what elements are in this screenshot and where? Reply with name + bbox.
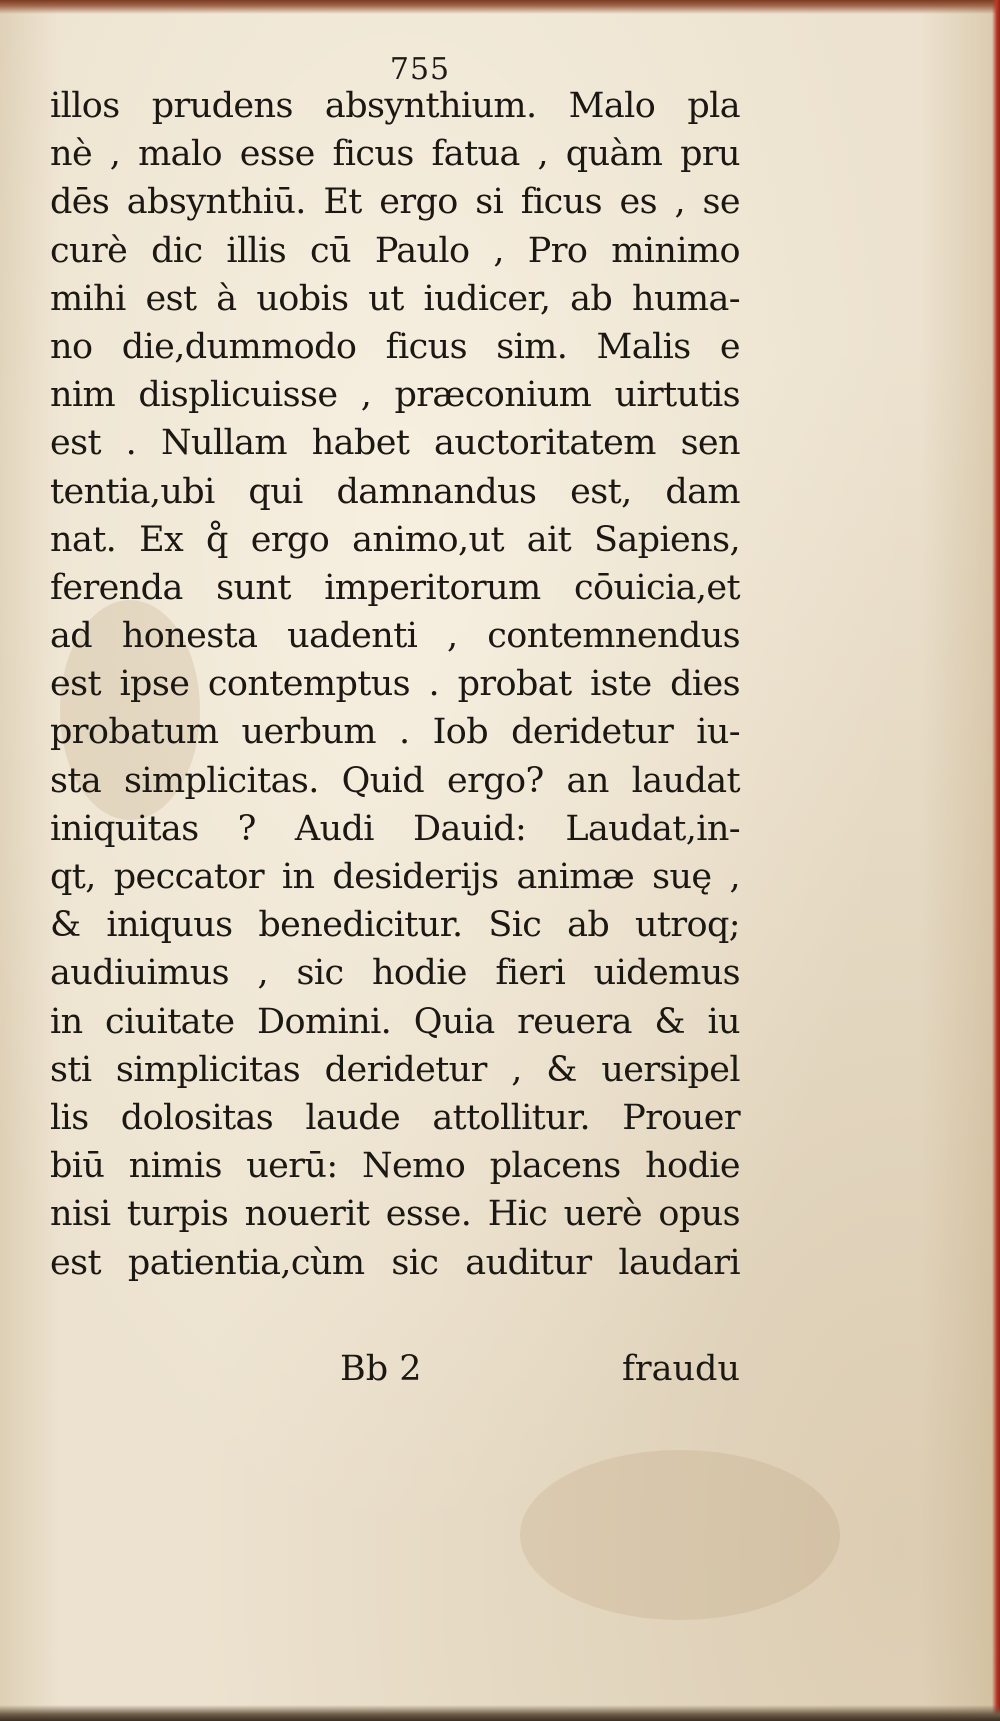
text-line: in ciuitate Domini. Quia reuera & iu — [50, 1001, 740, 1042]
page-number: 755 — [389, 52, 451, 87]
text-line: biū nimis uerū: Nemo placens hodie — [50, 1146, 740, 1187]
text-line: ad honesta uadenti , contemnendus — [50, 616, 740, 657]
text-line: illos prudens absynthium. Malo pla — [50, 86, 740, 126]
page-right-edge — [992, 0, 1000, 1721]
text-line: mihi est à uobis ut iudicer, ab huma- — [50, 278, 740, 319]
text-line: & iniquus benedicitur. Sic ab utroq; — [50, 905, 740, 946]
text-line: curè dic illis cū Paulo , Pro minimo — [50, 230, 740, 271]
text-line: est . Nullam habet auctoritatem sen — [50, 423, 740, 464]
text-line: tentia,ubi qui damnandus est, dam — [50, 471, 740, 512]
text-line: est ipse contemptus . probat iste dies — [50, 664, 740, 705]
text-line: nè , malo esse ficus fatua , quàm pru — [50, 134, 740, 175]
text-line: audiuimus , sic hodie fieri uidemus — [50, 953, 740, 994]
text-line: no die,dummodo ficus sim. Malis e — [50, 326, 740, 367]
text-line: sti simplicitas deridetur , & uersipel — [50, 1049, 740, 1090]
text-line: nim displicuisse , præconium uirtutis — [50, 375, 740, 416]
paper-stain — [520, 1450, 840, 1620]
text-line: qt, peccator in desiderijs animæ suę , — [50, 857, 740, 897]
signature-mark: Bb 2 — [340, 1349, 422, 1389]
catchword: fraudu — [621, 1349, 740, 1389]
text-line: dēs absynthiū. Et ergo si ficus es , se — [50, 182, 740, 223]
text-line: est patientia,cùm sic auditur laudari — [50, 1242, 740, 1283]
text-line: lis dolositas laude attollitur. Prouer — [50, 1097, 740, 1138]
page-bottom-edge — [0, 1705, 1000, 1721]
page-footer — [50, 1345, 740, 1393]
text-line: iniquitas ? Audi Dauid: Laudat,in- — [50, 808, 740, 849]
text-line: nat. Ex q̊ ergo animo,ut ait Sapiens, — [50, 519, 740, 560]
page-top-edge — [0, 0, 1000, 14]
body-text — [50, 82, 740, 1287]
text-line: sta simplicitas. Quid ergo? an laudat — [50, 760, 740, 801]
text-line: probatum uerbum . Iob deridetur iu- — [50, 712, 740, 753]
text-line: ferenda sunt imperitorum cōuicia,et — [50, 567, 740, 608]
text-line: nisi turpis nouerit esse. Hic uerè opus — [50, 1194, 740, 1235]
